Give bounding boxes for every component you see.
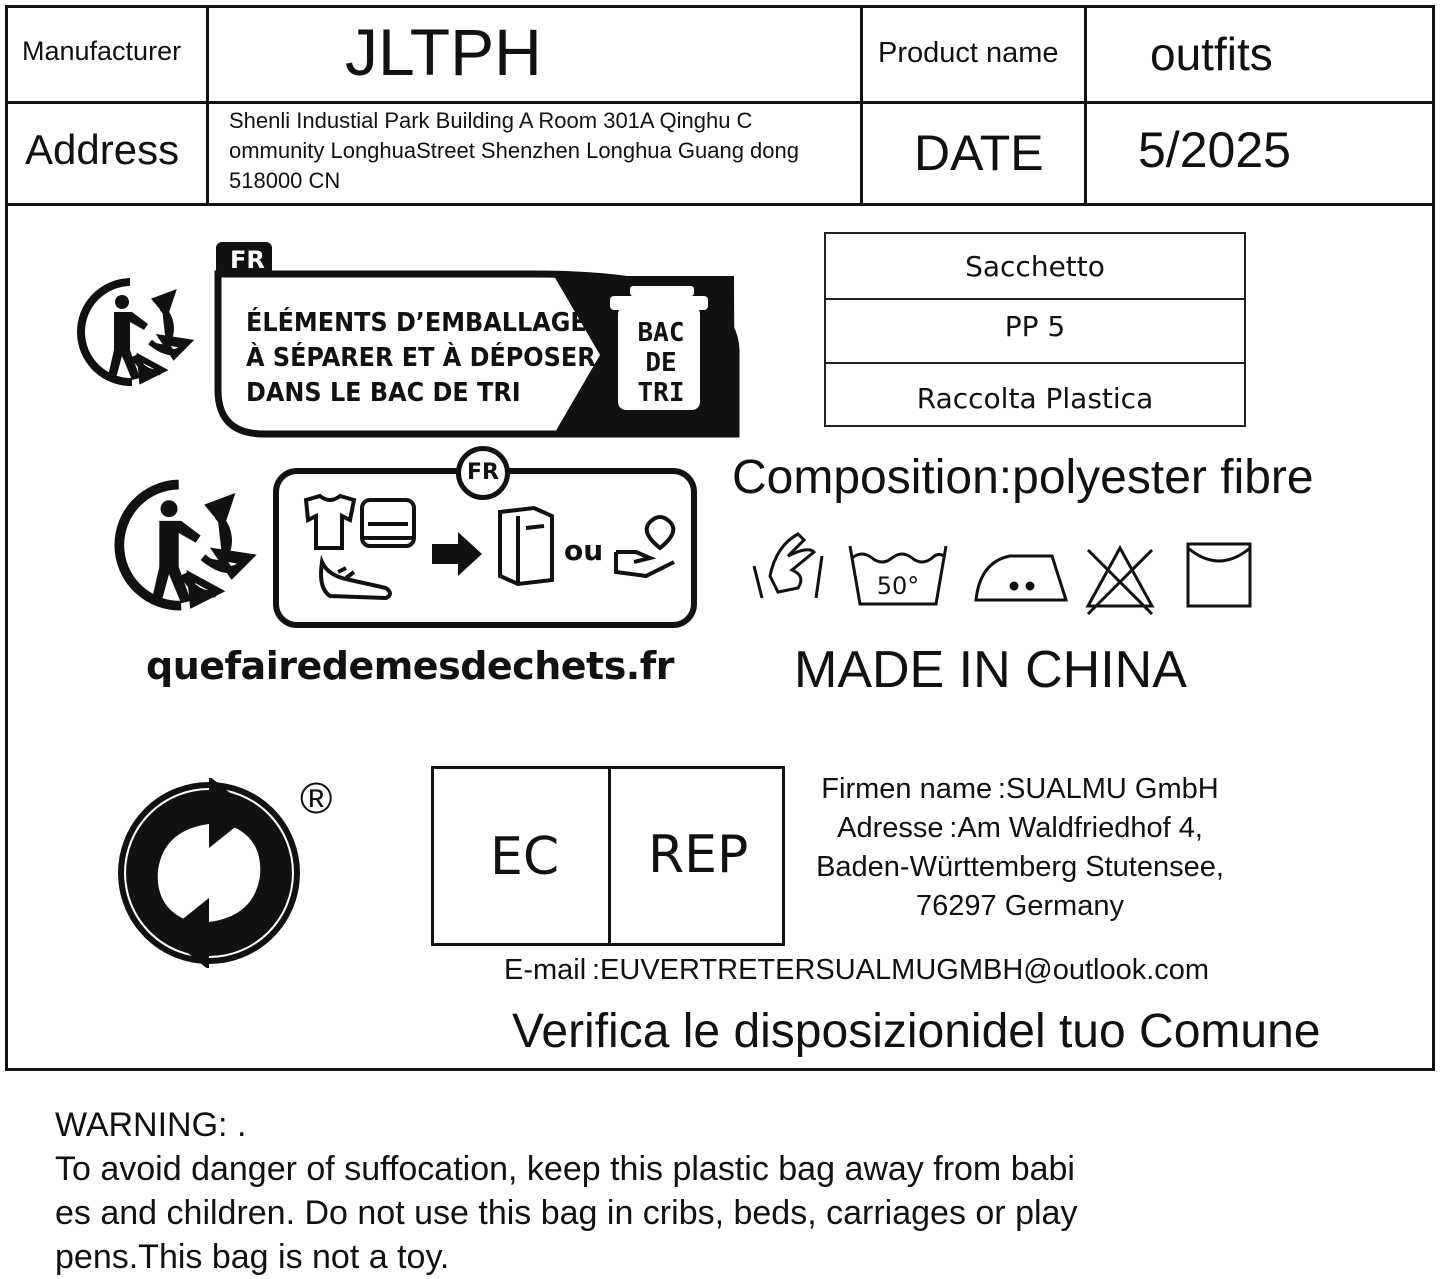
recycling-divider-2 <box>826 362 1244 364</box>
header-col-divider-3 <box>1084 8 1087 203</box>
header-col-divider-1 <box>206 8 209 203</box>
address-label: Address <box>25 126 180 173</box>
donation-hand-heart-icon <box>616 517 674 576</box>
ec-rep-address: Adresse :Am Waldfriedhof 4, <box>837 812 1203 844</box>
collection-container-icon <box>500 508 552 584</box>
date-label: DATE <box>914 125 1044 181</box>
warning-line-2: es and children. Do not use this bag in cribs, beds, carriages or play <box>55 1194 1078 1232</box>
registered-mark: ® <box>300 774 333 823</box>
recycling-row-2: PP 5 <box>1004 310 1066 343</box>
ec-rep-firm: Firmen name :SUALMU GmbH <box>821 773 1219 805</box>
bin-text-3: TRI <box>637 378 685 408</box>
warning-title: WARNING: . <box>55 1106 247 1144</box>
origin-text: MADE IN CHINA <box>794 641 1187 699</box>
manufacturer-value: JLTPH <box>345 15 542 89</box>
ec-rep-city: Baden-Württemberg Stutensee, <box>816 851 1224 883</box>
verifica-text: Verifica le disposizionidel tuo Comune <box>512 1005 1321 1058</box>
packaging-line-3: DANS LE BAC DE TRI <box>246 378 521 408</box>
packaging-line-1: ÉLÉMENTS D’EMBALLAGE <box>246 308 587 338</box>
recycling-divider-1 <box>826 298 1244 300</box>
composition-text: Composition:polyester fibre <box>732 451 1314 504</box>
warning-block <box>55 1103 1225 1279</box>
triman-icon <box>70 272 202 396</box>
arrow-right-icon <box>432 532 482 576</box>
ec-rep-box <box>431 766 785 946</box>
ec-rep-info <box>790 770 1250 926</box>
date-value: 5/2025 <box>1138 122 1291 178</box>
warning-line-1: To avoid danger of suffocation, keep this plastic bag away from babi <box>55 1150 1075 1188</box>
product-name-value: outfits <box>1150 28 1273 80</box>
iron-two-dots-icon <box>976 556 1066 600</box>
care-symbols <box>748 526 1258 620</box>
ec-rep-divider <box>608 769 611 943</box>
hand-wash-icon <box>754 534 822 598</box>
warning-line-3: pens.This bag is not a toy. <box>55 1238 450 1276</box>
ec-rep-country: 76297 Germany <box>916 890 1124 922</box>
fr-badge: FR <box>230 246 265 274</box>
address-value: Shenli Industial Park Building A Room 301A Qinghu C ommunity LonghuaStreet Shenzhen Longhua Guang dong 518000 CN <box>229 108 799 193</box>
shoe-icon <box>321 562 390 598</box>
fr-badge: FR <box>456 446 510 500</box>
tumble-dry-square-icon <box>1188 544 1250 606</box>
ec-label: EC <box>490 827 560 887</box>
manufacturer-label: Manufacturer <box>22 36 182 66</box>
green-dot-icon <box>114 778 304 968</box>
no-bleach-icon <box>1088 548 1152 614</box>
or-connector: ou <box>564 534 604 567</box>
bin-text-2: DE <box>645 348 677 378</box>
recycling-row-3: Raccolta Plastica <box>916 382 1154 415</box>
header-bottom-divider <box>8 203 1432 206</box>
textile-icons <box>290 492 690 608</box>
website-link: quefairedemesdechets.fr <box>146 644 675 688</box>
header-row-divider <box>8 101 1432 104</box>
linen-icon <box>362 500 414 546</box>
recycling-row-1: Sacchetto <box>965 250 1105 283</box>
product-name-label: Product name <box>878 37 1059 69</box>
recycling-bin-icon <box>620 318 702 408</box>
header-col-divider-2 <box>860 8 863 203</box>
packaging-instructions <box>246 306 596 411</box>
tshirt-icon <box>306 496 354 548</box>
rep-label: REP <box>648 825 749 885</box>
ec-rep-email: E-mail :EUVERTRETERSUALMUGMBH@outlook.com <box>504 954 1210 986</box>
bin-text-1: BAC <box>637 318 685 348</box>
packaging-line-2: À SÉPARER ET À DÉPOSER <box>246 343 596 373</box>
wash-temp-label: 50° <box>876 572 920 600</box>
triman-icon <box>106 470 266 625</box>
recycling-table <box>824 232 1246 427</box>
